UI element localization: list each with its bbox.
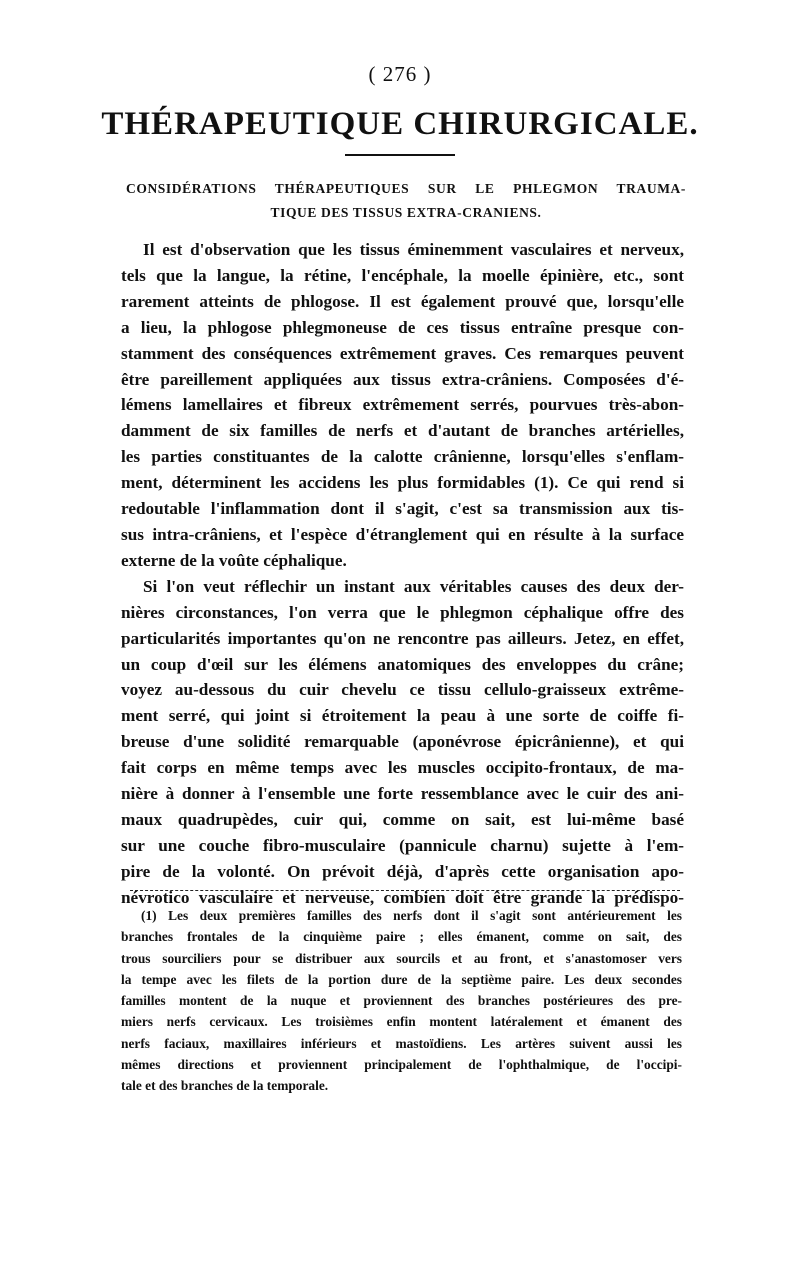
paragraph-line: particularités importantes qu'on ne rencontre pas ailleurs. Jetez, en effet, xyxy=(121,628,684,648)
paragraph-line: névrotico vasculaire et nerveuse, combien doit être grande la prédispo- xyxy=(121,887,684,907)
paragraph-line: lémens lamellaires et fibreux extrêmement serrés, pourvues très-abon- xyxy=(121,395,684,415)
paragraph-line: nière à donner à l'ensemble une forte ressemblance avec le cuir des ani- xyxy=(121,784,684,804)
footnote-line: familles montent de la nuque et proviennent des branches postérieures des pre- xyxy=(121,993,682,1009)
paragraph-line: fait corps en même temps avec les muscles occipito-frontaux, de ma- xyxy=(121,758,684,778)
footnote-line: nerfs faciaux, maxillaires inférieurs et mastoïdiens. Les artères suivent aussi les xyxy=(121,1035,682,1051)
paragraph-line: breuse d'une solidité remarquable (aponévrose épicrânienne), et qui xyxy=(121,732,684,752)
footnote-line: trous sourciliers pour se distribuer aux sourcils et au front, et s'anastomoser vers xyxy=(121,950,682,966)
footnote-rule xyxy=(130,890,680,891)
section-heading-line: CONSIDÉRATIONS THÉRAPEUTIQUES SUR LE PHLEGMON TRAUMA- xyxy=(126,181,686,196)
footnote-line: miers nerfs cervicaux. Les troisièmes enfin montent latéralement et émanent des xyxy=(121,1014,682,1030)
paragraph-line: sus intra-crâniens, et l'espèce d'étranglement qui en résulte à la surface xyxy=(121,524,684,544)
footnote-line: (1) Les deux premières familles des nerfs dont il s'agit sont antérieurement les xyxy=(141,908,682,923)
footnote-line: la tempe avec les filets de la portion dure de la septième paire. Les deux secondes xyxy=(121,971,682,987)
footnote-line: tale et des branches de la temporale. xyxy=(121,1078,329,1094)
paragraph-line: un coup d'œil sur les élémens anatomiques des enveloppes du crâne; xyxy=(121,654,684,674)
paragraph-line: voyez au-dessous du cuir chevelu ce tissu cellulo-graisseux extrême- xyxy=(121,680,684,700)
paragraph-line: Si l'on veut réflechir un instant aux véritables causes des deux der- xyxy=(143,576,684,596)
paragraph-line: tels que la langue, la rétine, l'encéphale, la moelle épinière, etc., sont xyxy=(121,265,684,285)
paragraph-line: ment serré, qui joint si étroitement la peau à une sorte de coiffe fi- xyxy=(121,706,684,726)
page-number: ( 276 ) xyxy=(368,62,432,86)
paragraph-line: externe de la voûte céphalique. xyxy=(121,550,347,570)
paragraph-line: damment de six familles de nerfs et d'autant de branches artérielles, xyxy=(121,421,684,441)
paragraph-line: pire de la volonté. On prévoit déjà, d'après cette organisation apo- xyxy=(121,861,684,881)
footnote-line: mêmes directions et proviennent principalement de l'ophthalmique, de l'occipi- xyxy=(121,1057,682,1073)
footnote-line: branches frontales de la cinquième paire ; elles émanent, comme on sait, des xyxy=(121,929,682,945)
paragraph-line: sur une couche fibro-musculaire (pannicule charnu) sujette à l'em- xyxy=(121,835,684,855)
chapter-title: THÉRAPEUTIQUE CHIRURGICALE. xyxy=(101,106,699,142)
paragraph-line: nières circonstances, l'on verra que le phlegmon céphalique offre des xyxy=(121,602,684,622)
paragraph-line: rarement atteints de phlogose. Il est également prouvé que, lorsqu'elle xyxy=(121,291,684,311)
title-rule xyxy=(345,154,455,156)
paragraph-line: maux quadrupèdes, cuir qui, comme on sait, est lui-même basé xyxy=(121,809,684,829)
paragraph-line: les parties constituantes de la calotte crânienne, lorsqu'elles s'enflam- xyxy=(121,447,684,467)
section-heading-line: TIQUE DES TISSUS EXTRA-CRANIENS. xyxy=(270,205,542,220)
paragraph-line: Il est d'observation que les tissus éminemment vasculaires et nerveux, xyxy=(143,240,684,259)
body-text xyxy=(121,237,684,911)
section-heading xyxy=(126,177,686,225)
paragraph-line: ment, déterminent les accidens les plus formidables (1). Ce qui rend si xyxy=(121,473,684,493)
footnote xyxy=(121,905,682,1097)
paragraph-line: stamment des conséquences extrêmement graves. Ces remarques peuvent xyxy=(121,343,684,363)
paragraph-line: a lieu, la phlogose phlegmoneuse de ces tissus entraîne presque con- xyxy=(121,317,684,337)
paragraph-line: être pareillement appliquées aux tissus extra-crâniens. Composées d'é- xyxy=(121,369,684,389)
paragraph-line: redoutable l'inflammation dont il s'agit, c'est sa transmission aux tis- xyxy=(121,499,684,519)
